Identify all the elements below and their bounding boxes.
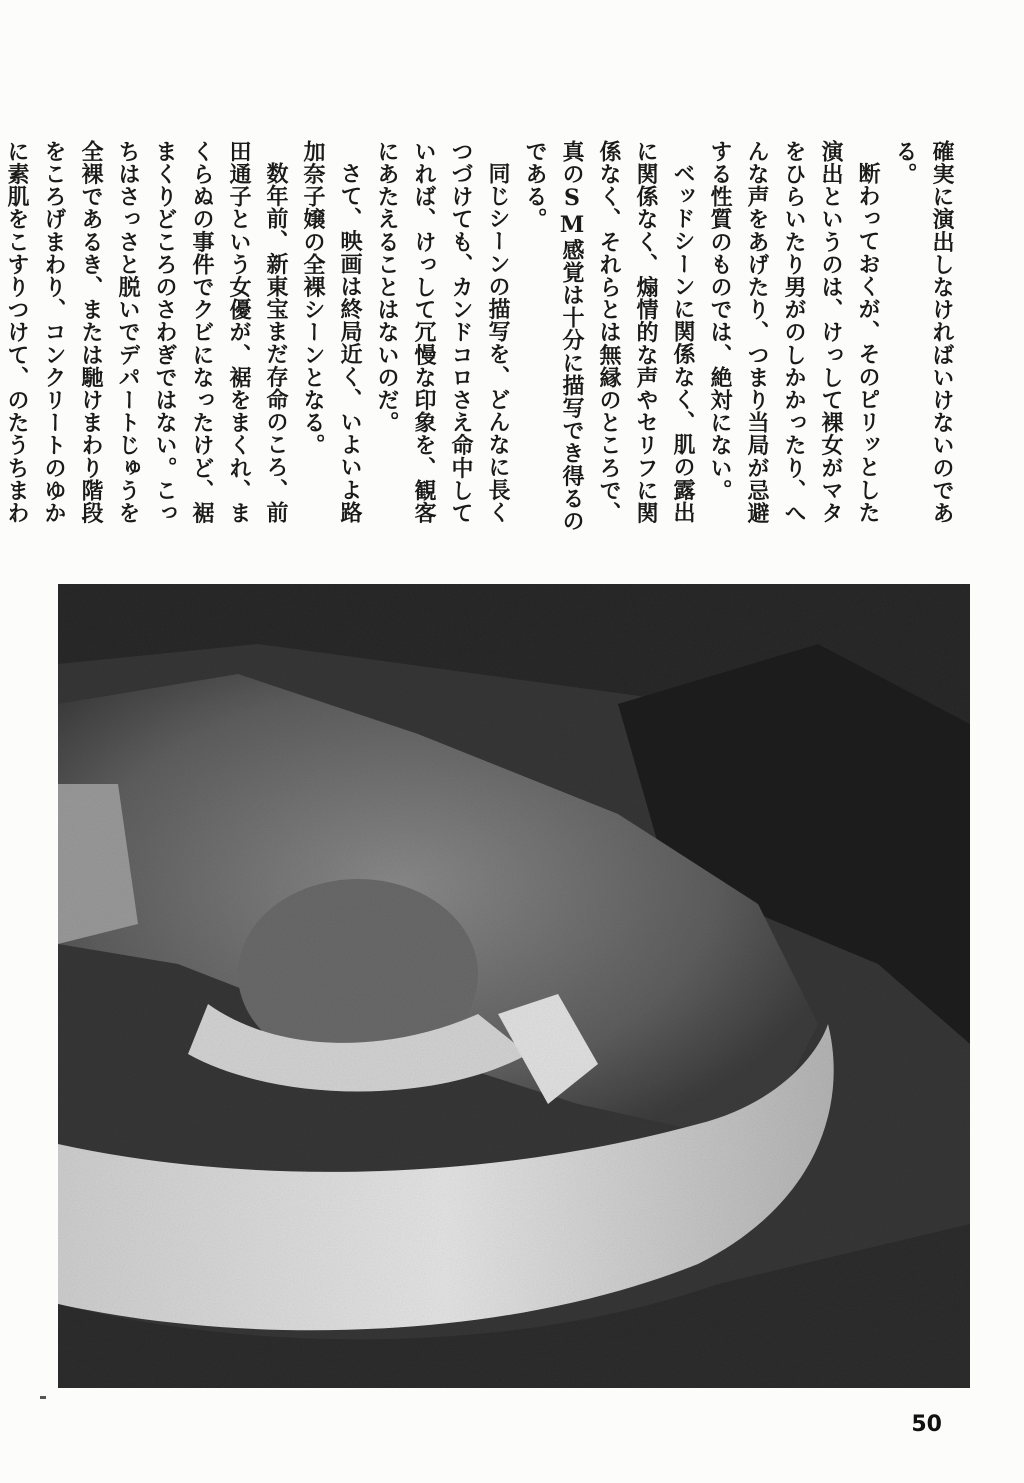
film-still-photo bbox=[58, 584, 970, 1388]
article-paragraph-2: 断わっておくが、そのピリッとした演出というのは、けっして裸女がマタをひらいたり男がのしかかったり、へんな声をあげたり、つまり当局が忌避する性質のものでは、絶対にない。 bbox=[707, 140, 881, 525]
article-paragraph-6: 数年前、新東宝まだ存命のころ、前田通子という女優が、裾をまくれ、まくらぬの事件でクビになったけど、裾まくりどころのさわぎではない。こっちはさっさと脱いでデパートじゅうを全裸であるき、または馳けまわり階段をころげまわり、コンクリートのゆかに素肌をこすりつけて、のたうちまわ bbox=[4, 140, 289, 525]
article-paragraph-1: 確実に演出しなければいけないのである。 bbox=[892, 140, 955, 525]
print-edge-mark bbox=[40, 1396, 46, 1399]
article-paragraph-4: 同じシーンの描写を、どんなに長くつづけても、カンドコロさえ命中していれば、けっして冗慢な印象を、観客にあたえることはないのだ。 bbox=[374, 140, 511, 525]
article-paragraph-3: ベッドシーンに関係なく、肌の露出に関係なく、煽情的な声やセリフに関係なく、それらとは無縁のところで、真のSM感覚は十分に描写でき得るのである。 bbox=[522, 140, 696, 533]
page-number: 50 bbox=[911, 1412, 942, 1437]
film-still-illustration bbox=[58, 584, 970, 1388]
article-body bbox=[4, 140, 960, 540]
article-paragraph-5: さて、映画は終局近く、いよいよ路加奈子嬢の全裸シーンとなる。 bbox=[300, 140, 363, 524]
